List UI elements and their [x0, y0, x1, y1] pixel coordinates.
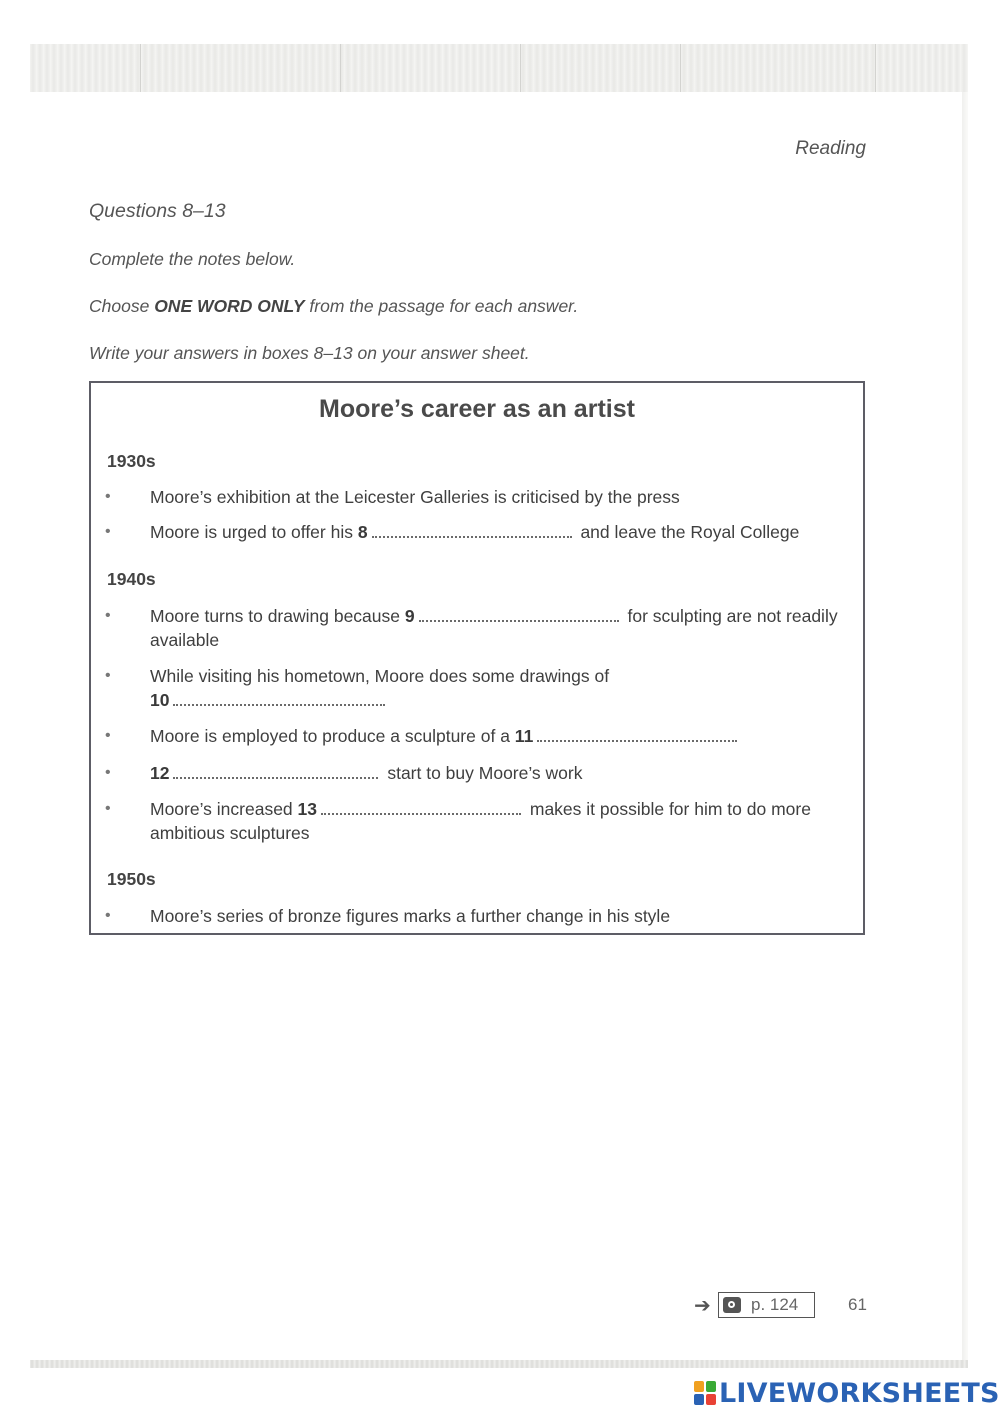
section-title: Reading: [795, 138, 866, 159]
bullet-icon: •: [105, 800, 111, 817]
note-text: Moore’s series of bronze figures marks a further change in his style: [150, 906, 671, 926]
note-text-before: While visiting his hometown, Moore does some drawings of: [150, 666, 610, 686]
question-number: 9: [404, 606, 415, 626]
note-text-before: Moore is urged to offer his: [150, 522, 358, 542]
scan-header-strip: [30, 44, 968, 92]
instruction-answer-sheet: Write your answers in boxes 8–13 on your answer sheet.: [89, 343, 530, 363]
note-text: [150, 797, 850, 845]
note-text-after: start to buy Moore’s work: [382, 763, 583, 783]
bullet-icon: •: [105, 764, 111, 781]
page-number: 61: [848, 1295, 867, 1314]
bullet-icon: •: [105, 523, 111, 540]
question-number: 13: [297, 799, 317, 819]
notes-box: [89, 381, 865, 935]
bullet-icon: •: [105, 667, 111, 684]
instruction-choose-end: from the passage for each answer.: [304, 296, 579, 316]
bullet-icon: •: [105, 607, 111, 624]
reference-page: p. 124: [751, 1295, 799, 1314]
note-text-before: Moore’s increased: [150, 799, 298, 819]
logo-tile: [694, 1381, 704, 1392]
decade-1950s: 1950s: [107, 869, 156, 889]
note-text-after: makes it possible for him to do more ambitious sculptures: [150, 799, 811, 843]
question-number: 8: [357, 522, 368, 542]
note-text-before: Moore turns to drawing because: [150, 606, 405, 626]
note-text: [150, 664, 850, 712]
logo-tile: [706, 1381, 716, 1392]
scan-divider: [680, 44, 681, 92]
answer-blank-12[interactable]: [173, 773, 378, 779]
notes-title: Moore’s career as an artist: [319, 395, 635, 423]
logo-text: LIVEWORKSHEETS: [719, 1377, 1000, 1409]
question-number: 10: [150, 690, 170, 710]
note-text: [150, 520, 850, 544]
scan-divider: [340, 44, 341, 92]
scan-divider: [520, 44, 521, 92]
note-text: [150, 604, 850, 652]
answer-blank-11[interactable]: [537, 736, 737, 742]
instruction-choose-start: Choose: [89, 296, 155, 316]
scan-divider: [140, 44, 141, 92]
note-text: [150, 724, 850, 748]
liveworksheets-logo: [694, 1378, 1000, 1408]
answer-blank-13[interactable]: [321, 809, 521, 815]
note-text: [150, 761, 850, 785]
bullet-icon: •: [105, 907, 111, 924]
answer-blank-10[interactable]: [173, 700, 385, 706]
instruction-word-limit: ONE WORD ONLY: [154, 296, 305, 316]
note-text: Moore’s exhibition at the Leicester Galleries is criticised by the press: [150, 487, 680, 507]
search-icon: [723, 1297, 741, 1313]
answer-blank-8[interactable]: [372, 532, 572, 538]
scan-footer-strip: [30, 1360, 968, 1368]
question-number: 11: [514, 726, 534, 746]
arrow-right-icon: ➔: [694, 1294, 711, 1317]
instruction-choose: [89, 296, 578, 317]
scan-edge: [962, 92, 968, 1362]
questions-heading: Questions 8–13: [89, 200, 226, 222]
logo-tiles-icon: [694, 1381, 716, 1405]
instruction-complete: Complete the notes below.: [89, 249, 296, 269]
logo-tile: [694, 1394, 704, 1405]
answer-blank-9[interactable]: [419, 616, 619, 622]
logo-tile: [706, 1394, 716, 1405]
note-text-after: for sculpting are not readily available: [150, 606, 838, 650]
note-text-after: and leave the Royal College: [575, 522, 800, 542]
scan-divider: [875, 44, 876, 92]
bullet-icon: •: [105, 488, 111, 505]
decade-1930s: 1930s: [107, 451, 156, 471]
note-text-before: Moore is employed to produce a sculpture of a: [150, 726, 515, 746]
bullet-icon: •: [105, 727, 111, 744]
page-reference: [694, 1292, 815, 1318]
reference-link[interactable]: [718, 1292, 815, 1318]
question-number: 12: [150, 763, 170, 783]
decade-1940s: 1940s: [107, 569, 156, 589]
